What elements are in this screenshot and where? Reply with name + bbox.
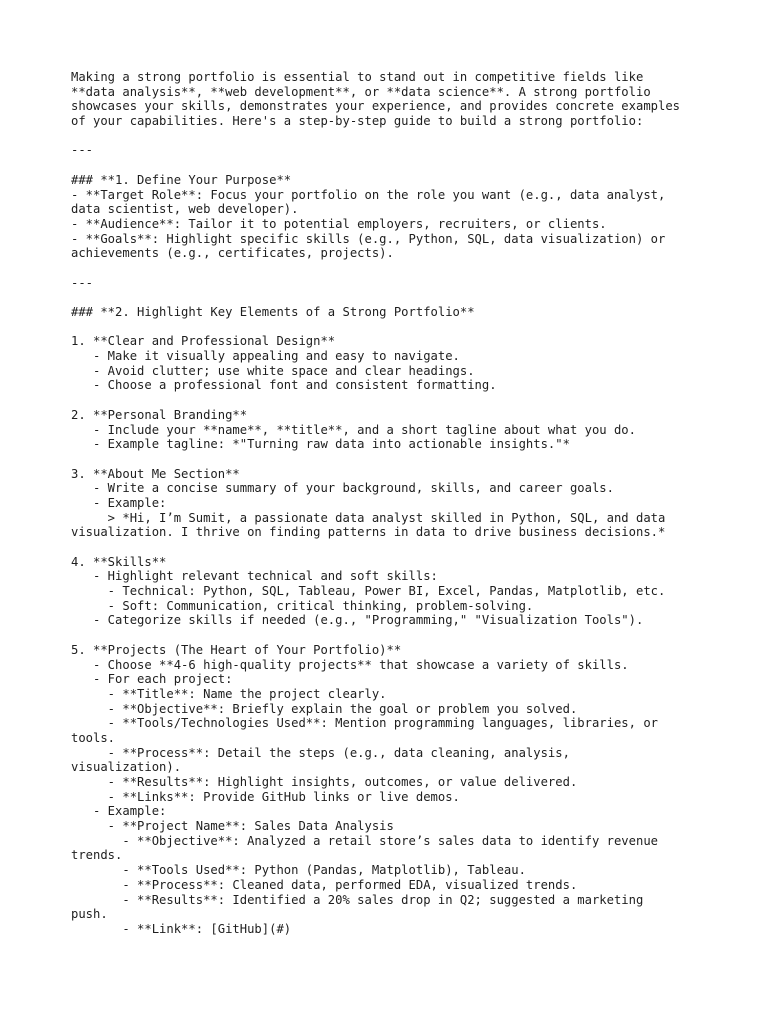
document-line: - **Audience**: Tailor it to potential employers, recruiters, or clients. — [71, 216, 607, 231]
document-line — [71, 452, 701, 467]
document-line: - **Results**: Identified a 20% sales drop in Q2; suggested a marketing — [71, 892, 644, 907]
document-line: --- — [71, 275, 94, 290]
document-line — [71, 158, 701, 173]
document-line: - Write a concise summary of your background, skills, and career goals. — [71, 481, 614, 496]
document-line: - Include your **name**, **title**, and a short tagline about what you do. — [71, 422, 636, 437]
document-line: - **Link**: [GitHub](#) — [71, 921, 292, 936]
document-line: ### **1. Define Your Purpose** — [71, 172, 292, 187]
document-line: - **Objective**: Briefly explain the goal or problem you solved. — [71, 701, 578, 716]
document-line — [71, 320, 701, 335]
document-line: - **Objective**: Analyzed a retail store’s sales data to identify revenue — [71, 833, 658, 848]
document-line: - **Tools Used**: Python (Pandas, Matplotlib), Tableau. — [71, 863, 526, 878]
document-text — [71, 70, 701, 937]
document-line: > *Hi, I’m Sumit, a passionate data analyst skilled in Python, SQL, and data — [71, 510, 666, 525]
document-line: 1. **Clear and Professional Design** — [71, 334, 336, 349]
document-line: Making a strong portfolio is essential to stand out in competitive fields like — [71, 70, 644, 84]
document-line: - **Project Name**: Sales Data Analysis — [71, 819, 394, 834]
document-line: - Avoid clutter; use white space and clear headings. — [71, 363, 475, 378]
document-line: 5. **Projects (The Heart of Your Portfolio)** — [71, 642, 402, 657]
document-line: - For each project: — [71, 672, 233, 687]
document-line: - Make it visually appealing and easy to navigate. — [71, 349, 460, 364]
document-line: push. — [71, 907, 108, 922]
document-line: 4. **Skills** — [71, 554, 167, 569]
document-line: **data analysis**, **web development**, or **data science**. A strong portfolio — [71, 84, 651, 99]
document-line: - **Goals**: Highlight specific skills (e.g., Python, SQL, data visualization) or — [71, 231, 666, 246]
document-line — [71, 540, 701, 555]
document-line: of your capabilities. Here's a step-by-step guide to build a strong portfolio: — [71, 114, 644, 129]
document-line — [71, 129, 701, 144]
document-line: - Example: — [71, 804, 167, 819]
document-line: - **Process**: Cleaned data, performed EDA, visualized trends. — [71, 877, 578, 892]
document-line: achievements (e.g., certificates, projects). — [71, 246, 394, 261]
document-line: showcases your skills, demonstrates your experience, and provides concrete examples — [71, 99, 681, 114]
document-line — [71, 393, 701, 408]
document-line: - **Title**: Name the project clearly. — [71, 686, 387, 701]
document-line: - **Results**: Highlight insights, outcomes, or value delivered. — [71, 775, 578, 789]
document-line: data scientist, web developer). — [71, 202, 299, 217]
document-line: - Choose **4-6 high-quality projects** that showcase a variety of skills. — [71, 657, 629, 672]
document-line: - **Links**: Provide GitHub links or live demos. — [71, 789, 460, 804]
document-line — [71, 261, 701, 276]
document-line: ### **2. Highlight Key Elements of a Strong Portfolio** — [71, 305, 475, 319]
document-line: - Categorize skills if needed (e.g., "Programming," "Visualization Tools"). — [71, 613, 644, 628]
document-line: - **Process**: Detail the steps (e.g., data cleaning, analysis, — [71, 745, 570, 760]
document-line: - Example tagline: *"Turning raw data into actionable insights."* — [71, 437, 570, 452]
document-line: 3. **About Me Section** — [71, 466, 240, 481]
document-line: visualization. I thrive on finding patterns in data to drive business decisions.* — [71, 525, 666, 540]
document-line: - Highlight relevant technical and soft skills: — [71, 569, 438, 584]
document-line: --- — [71, 143, 94, 158]
document-line — [71, 628, 701, 643]
document-line: trends. — [71, 848, 123, 863]
document-line: - Soft: Communication, critical thinking, problem-solving. — [71, 598, 534, 613]
document-line: - **Target Role**: Focus your portfolio on the role you want (e.g., data analyst, — [71, 187, 666, 202]
document-line: 2. **Personal Branding** — [71, 407, 248, 422]
document-line: tools. — [71, 730, 116, 745]
document-line — [71, 290, 701, 305]
document-line: - Example: — [71, 495, 167, 510]
document-line: - Choose a professional font and consistent formatting. — [71, 378, 497, 393]
document-line: visualization). — [71, 760, 182, 775]
document-line: - Technical: Python, SQL, Tableau, Power BI, Excel, Pandas, Matplotlib, etc. — [71, 584, 666, 599]
document-line: - **Tools/Technologies Used**: Mention programming languages, libraries, or — [71, 716, 658, 731]
